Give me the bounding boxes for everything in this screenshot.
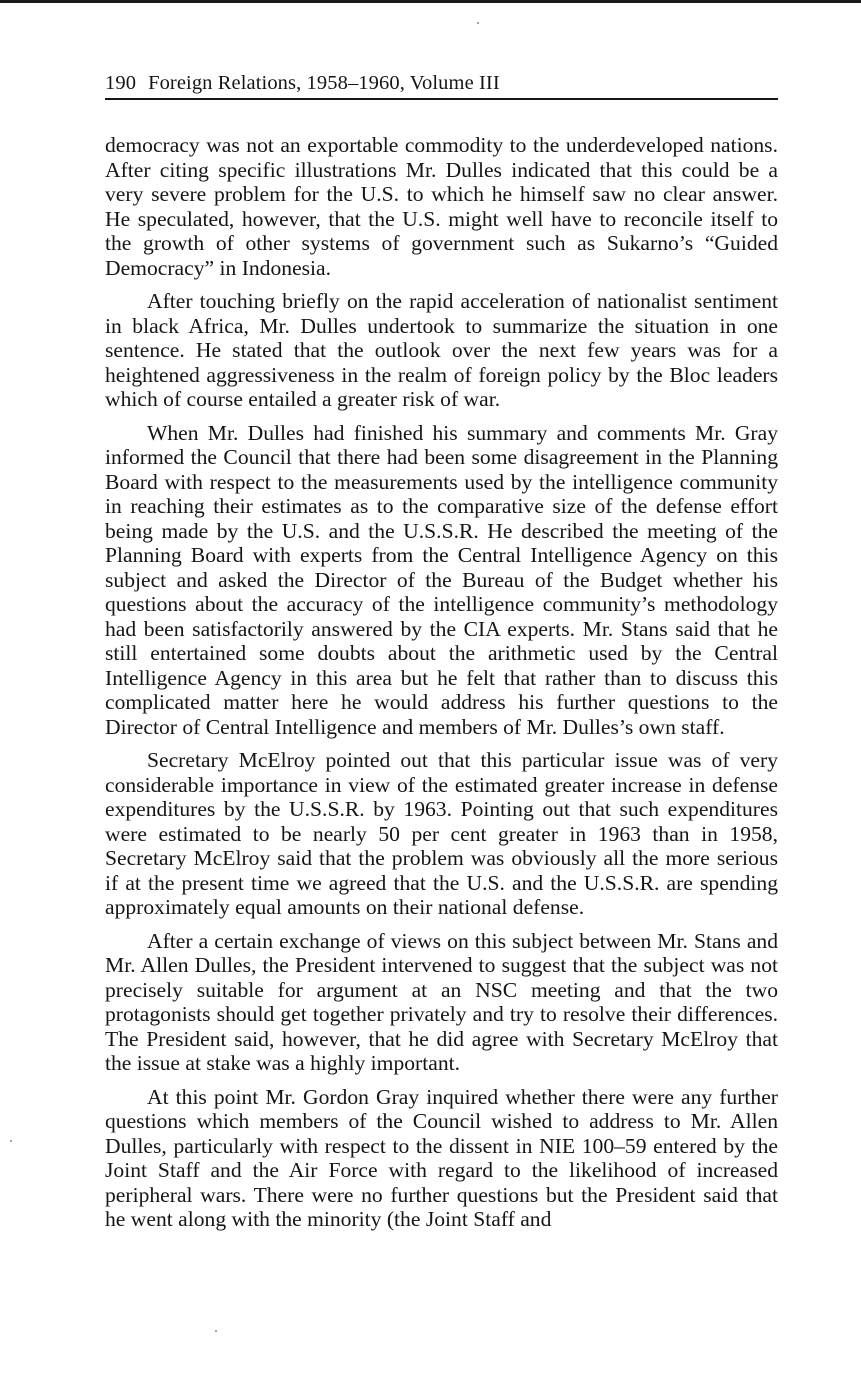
paragraph: At this point Mr. Gordon Gray inquired whether there were any further questions which members of the Council wished to address to Mr. Allen Dulles, particularly with respect to the dissent in NIE 100–59 entered by the Joint Staff and the Air Force with regard to the likelihood of increased peripheral wars. There were no further questions but the President said that he went along with the minority (the Joint Staff and (105, 1084, 778, 1231)
scan-speck (477, 22, 479, 24)
document-page (105, 70, 778, 1232)
running-head (105, 70, 778, 98)
page-number: 190 (105, 72, 137, 94)
paragraph: When Mr. Dulles had finished his summary and comments Mr. Gray informed the Council that there had been some disagreement in the Planning Board with respect to the measurements used by the intelligence community in reaching their estimates as to the comparative size of the defense effort being made by the U.S. and the U.S.S.R. He described the meeting of the Planning Board with experts from the Central Intelligence Agency on this subject and asked the Director of the Bureau of the Budget whether his questions about the accuracy of the intelligence community’s methodology had been satisfactorily answered by the CIA experts. Mr. Stans said that he still entertained some doubts about the arithmetic used by the Central Intelligence Agency in this area but he felt that rather than to discuss this complicated matter here he would address his further questions to the Director of Central Intelligence and members of Mr. Dulles’s own staff. (105, 420, 778, 739)
volume-title: Foreign Relations, 1958–1960, Volume III (148, 72, 500, 94)
paragraph: Secretary McElroy pointed out that this particular issue was of very considerable importance in view of the estimated greater increase in defense expenditures by the U.S.S.R. by 1963. Pointing out that such expenditures were estimated to be nearly 50 per cent greater in 1963 than in 1958, Secretary McElroy said that the problem was obviously all the more serious if at the present time we agreed that the U.S. and the U.S.S.R. are spending approximately equal amounts on their national defense. (105, 748, 778, 919)
scan-speck (10, 1140, 12, 1142)
scan-top-edge (0, 0, 861, 3)
paragraph-continued: democracy was not an exportable commodity to the underdeveloped nations. After citing specific illustrations Mr. Dulles indicated that this could be a very severe problem for the U.S. to which he himself saw no clear answer. He speculated, however, that the U.S. might well have to reconcile itself to the growth of other systems of government such as Sukarno’s “Guided Democracy” in Indonesia. (105, 133, 778, 280)
paragraph: After a certain exchange of views on this subject between Mr. Stans and Mr. Allen Dulles, the President intervened to suggest that the subject was not precisely suitable for argument at an NSC meeting and that the two protagonists should get together privately and try to resolve their differences. The President said, however, that he did agree with Secretary McElroy that the issue at stake was a highly important. (105, 928, 778, 1075)
paragraph: After touching briefly on the rapid acceleration of nationalist sentiment in black Africa, Mr. Dulles undertook to summarize the situation in one sentence. He stated that the outlook over the next few years was for a heightened aggressiveness in the realm of foreign policy by the Bloc leaders which of course entailed a greater risk of war. (105, 289, 778, 411)
scan-speck (215, 1330, 217, 1332)
body-text (105, 133, 778, 1232)
header-rule (105, 98, 778, 100)
